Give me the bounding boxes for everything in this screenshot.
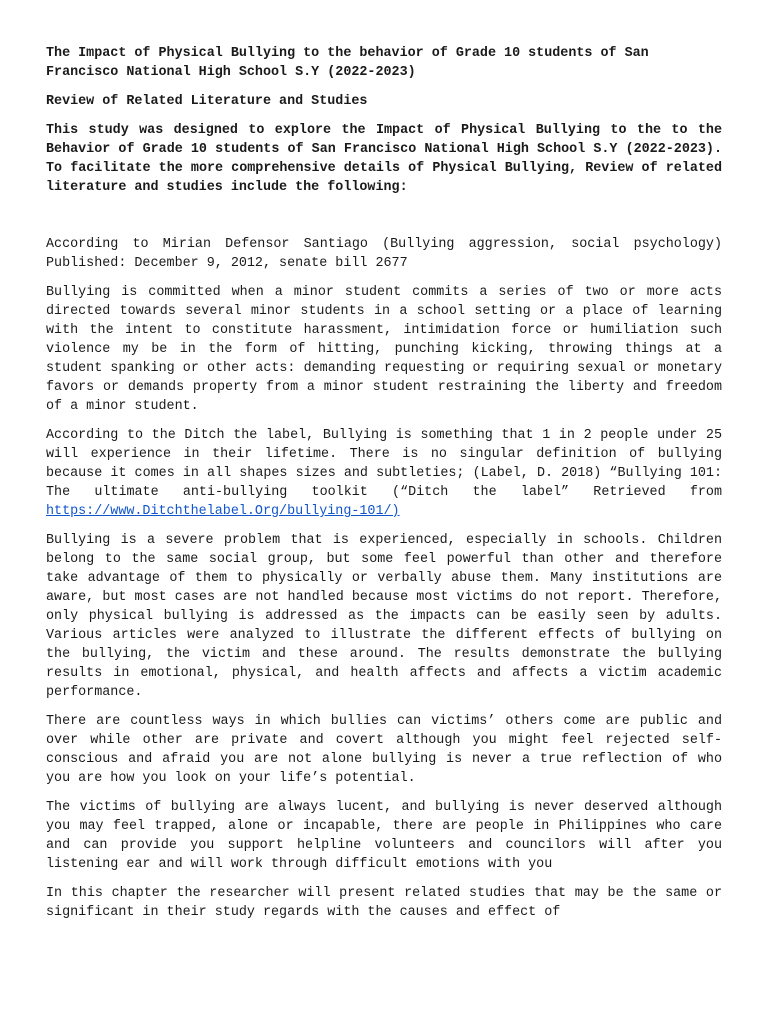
paragraph-santiago: According to Mirian Defensor Santiago (Bullying aggression, social psychology) Published: December 9, 2012, senate bill 2677 xyxy=(46,237,722,271)
paragraph-severe-problem: Bullying is a severe problem that is experienced, especially in schools. Children belong to the same social group, but some feel powerful than other and therefore take advantage of them to physically or verbally abuse them. Many institutions are aware, but most cases are not handled because most victims do not report. Therefore, only physical bullying is addressed as the impacts can be easily seen by adults. Various articles were analyzed to illustrate the different effects of bullying on the bullying, the victim and these around. The results demonstrate the bullying results in emotional, physical, and health affects and affects a victim academic performance. xyxy=(46,533,722,700)
intro-paragraph: This study was designed to explore the Impact of Physical Bullying to the to the Behavior of Grade 10 students of San Francisco National High School S.Y (2022-2023). To facilitate the more comprehensive details of Physical Bullying, Review of related literature and studies include the following: xyxy=(46,123,722,195)
paragraph-ditch-the-label-text: According to the Ditch the label, Bullying is something that 1 in 2 people under 25 will experience in their lifetime. There is no singular definition of bullying because it comes in all shapes sizes and subtleties; (Label, D. 2018) “Bullying 101: The ultimate anti-bullying toolkit (“Ditch the label” Retrieved from xyxy=(46,428,722,500)
paragraph-victims: The victims of bullying are always lucent, and bullying is never deserved although you may feel trapped, alone or incapable, there are people in Philippines who care and can provide you support helpline volunteers and councilors will after you listening ear and will work through difficult emotions with you xyxy=(46,800,722,872)
ditch-the-label-link[interactable]: https://www.Ditchthelabel.Org/bullying-101/) xyxy=(46,504,400,519)
document-title: The Impact of Physical Bullying to the behavior of Grade 10 students of San Francisco National High School S.Y (2022-2023) xyxy=(46,46,649,80)
paragraph-countless-ways: There are countless ways in which bullies can victims’ others come are public and over while other are private and covert although you might feel rejected self-conscious and afraid you are not alone bullying is never a true reflection of who you are how you look on your life’s potential. xyxy=(46,714,722,786)
document-page xyxy=(46,44,722,932)
section-heading: Review of Related Literature and Studies xyxy=(46,94,368,109)
paragraph-chapter: In this chapter the researcher will present related studies that may be the same or significant in their study regards with the causes and effect of xyxy=(46,886,722,920)
paragraph-definition: Bullying is committed when a minor student commits a series of two or more acts directed towards several minor students in a school setting or a place of learning with the intent to constitute harassment, intimidation force or humiliation such violence my be in the form of hitting, punching kicking, throwing things at a student spanking or other acts: demanding requesting or requiring sexual or monetary favors or demands property from a minor student restraining the liberty and freedom of a minor student. xyxy=(46,285,722,414)
paragraph-ditch-the-label xyxy=(46,426,722,521)
